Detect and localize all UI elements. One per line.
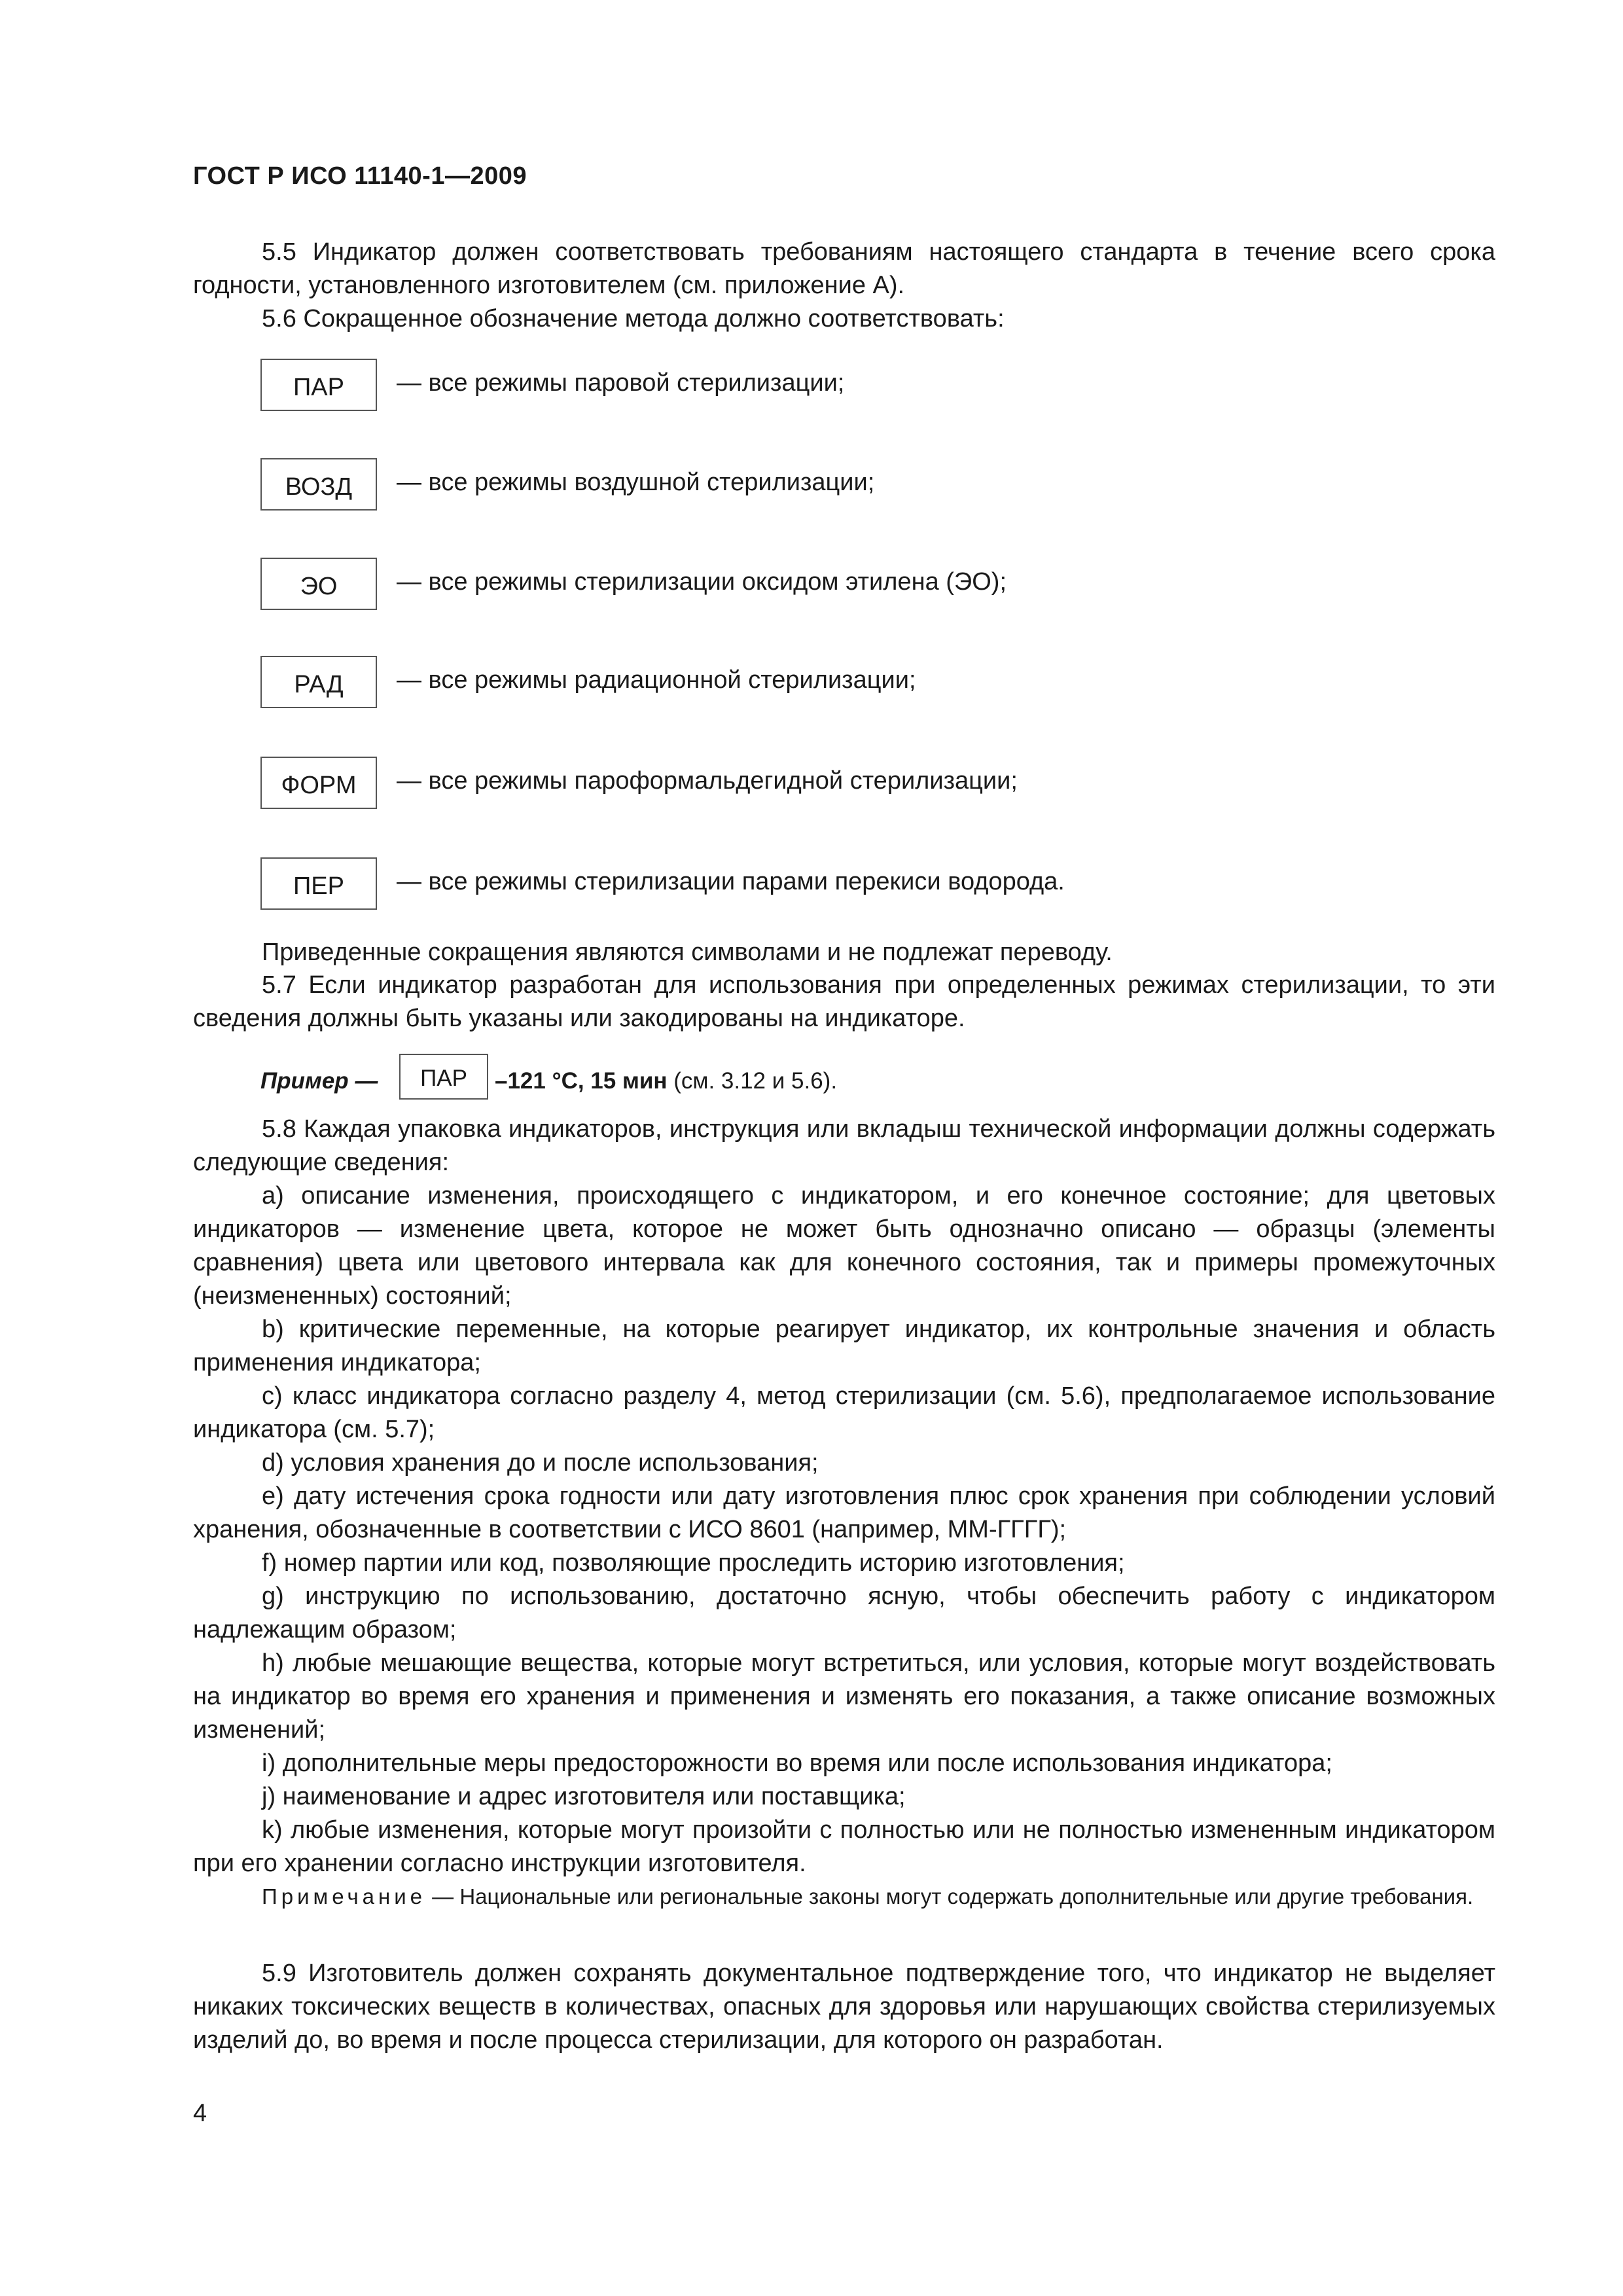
symbol-description: — все режимы радиационной стерилизации; [397,666,916,694]
symbol-description: — все режимы стерилизации парами перекиси водорода. [397,868,1065,895]
list-item-b: b) критические переменные, на которые реагирует индикатор, их контрольные значения и область применения индикатора; [193,1316,1495,1376]
list-item-h: h) любые мешающие вещества, которые могут встретиться, или условия, которые могут воздействовать на индикатор во время его хранения и применения и изменять его показания, а также описание возможных изменений; [193,1649,1495,1744]
symbol-box: РАД [260,656,377,708]
list-item-e: e) дату истечения срока годности или дату изготовления плюс срок хранения при соблюдении условий хранения, обозначенные в соответствии с ИСО 8601 (например, ММ-ГГГГ); [193,1482,1495,1543]
list-item-i: i) дополнительные меры предосторожности во время или после использования индикатора; [262,1749,1332,1777]
symbol-description: — все режимы воздушной стерилизации; [397,469,875,496]
paragraph-5-7: 5.7 Если индикатор разработан для использования при определенных режимах стерилизации, то эти сведения должны быть указаны или закодированы на индикаторе. [193,971,1495,1032]
list-item-a: а) описание изменения, происходящего с индикатором, и его конечное состояние; для цветовых индикаторов — изменение цвета, которое не может быть однозначно описано — образцы (элементы сравнения) цвета или цветового интервала как для конечного состояния, так и примеры промежуточных (неизмененных) состояний; [193,1182,1495,1310]
list-item-g: g) инструкцию по использованию, достаточно ясную, чтобы обеспечить работу с индикатором надлежащим образом; [193,1583,1495,1643]
symbol-description: — все режимы стерилизации оксидом этилена (ЭО); [397,568,1007,596]
paragraph-abbreviations: Приведенные сокращения являются символами и не подлежат переводу. [262,939,1113,966]
list-item-d: d) условия хранения до и после использования; [262,1449,819,1477]
example-text [495,1068,837,1094]
note-label: Примечание [262,1884,427,1909]
document-header: ГОСТ Р ИСО 11140-1—2009 [193,162,527,190]
symbol-box: ВОЗД [260,458,377,511]
example-symbol-box: ПАР [399,1054,488,1100]
symbol-box: ФОРМ [260,757,377,809]
symbol-box: ПАР [260,359,377,411]
symbol-box: ЭО [260,558,377,610]
paragraph-5-6: 5.6 Сокращенное обозначение метода должно соответствовать: [262,305,1005,332]
example-label: Пример — [260,1068,378,1094]
page-number: 4 [193,2100,207,2127]
list-item-j: j) наименование и адрес изготовителя или поставщика; [262,1783,906,1810]
paragraph-5-9: 5.9 Изготовитель должен сохранять документальное подтверждение того, что индикатор не выделяет никаких токсических веществ в количествах, опасных для здоровья или нарушающих свойства стерилизуемых изделий до, во время и после процесса стерилизации, для которого он разработан. [193,1960,1495,2054]
note-text: — Национальные или региональные законы могут содержать дополнительные или другие требования. [426,1884,1474,1909]
example-bold: –121 °С, 15 мин [495,1068,668,1094]
symbol-box: ПЕР [260,857,377,910]
paragraph-5-8: 5.8 Каждая упаковка индикаторов, инструкция или вкладыш технической информации должны содержать следующие сведения: [193,1115,1495,1176]
list-item-f: f) номер партии или код, позволяющие проследить историю изготовления; [262,1549,1125,1577]
note [193,1882,1495,1911]
list-item-k: k) любые изменения, которые могут произойти с полностью или не полностью измененным индикатором при его хранении согласно инструкции изготовителя. [193,1816,1495,1877]
symbol-description: — все режимы паровой стерилизации; [397,369,845,397]
symbol-description: — все режимы пароформальдегидной стерилизации; [397,767,1018,795]
list-item-c: c) класс индикатора согласно разделу 4, метод стерилизации (см. 5.6), предполагаемое использование индикатора (см. 5.7); [193,1382,1495,1443]
paragraph-5-5: 5.5 Индикатор должен соответствовать требованиям настоящего стандарта в течение всего срока годности, установленного изготовителем (см. приложение А). [193,238,1495,299]
example-reference: (см. 3.12 и 5.6). [667,1068,838,1094]
